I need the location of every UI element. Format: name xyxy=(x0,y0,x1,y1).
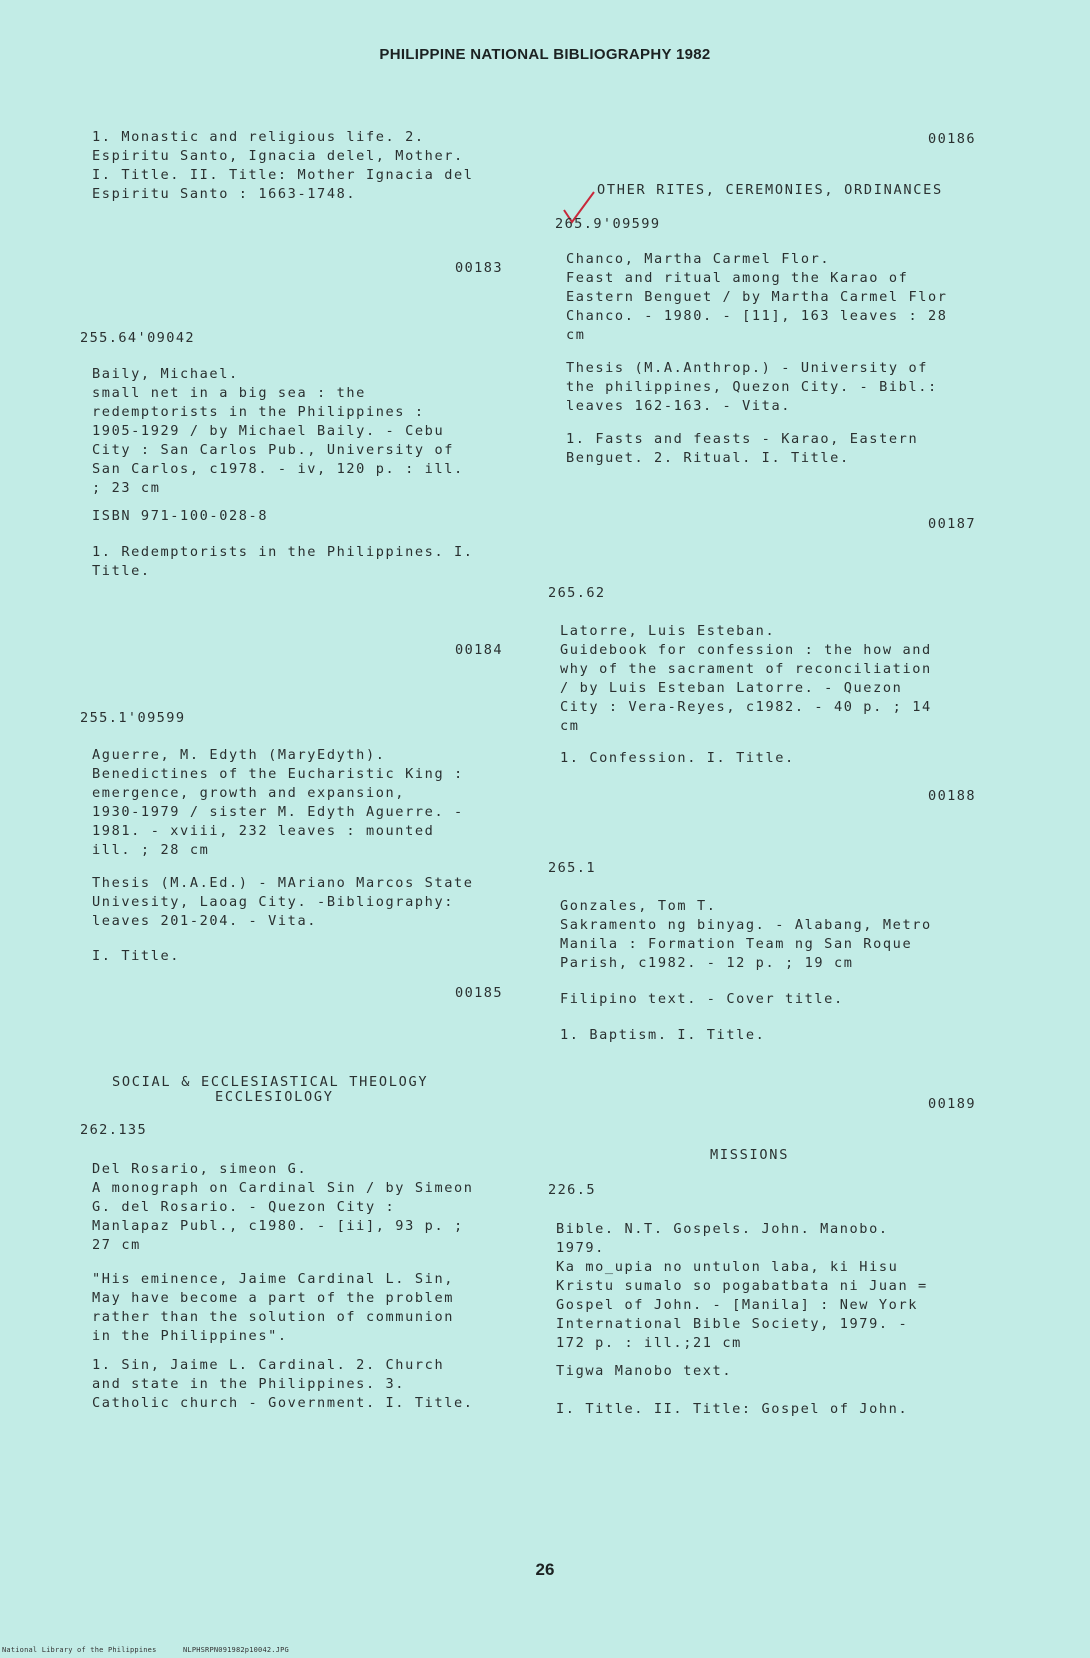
classification-00189: 226.5 xyxy=(548,1182,596,1198)
subjects-00185: 1. Sin, Jaime L. Cardinal. 2. Church and state in the Philippines. 3. Catholic church - Government. I. Title. xyxy=(92,1357,474,1411)
entry-body-00189: Bible. N.T. Gospels. John. Manobo. 1979. Ka mo_upia no untulon laba, ki Hisu Kristu sumalo so pogabatbata ni Juan = Gospel of John. - [Manila] : New York International Bible Society, 1979. - 172 p. : ill.;21 cm xyxy=(556,1221,928,1351)
section-heading-missions: MISSIONS xyxy=(710,1147,790,1163)
subjects-00189: I. Title. II. Title: Gospel of John. xyxy=(556,1401,909,1417)
classification-00183: 255.64'09042 xyxy=(80,330,196,346)
subjects-00186: 1. Fasts and feasts - Karao, Eastern Benguet. 2. Ritual. I. Title. xyxy=(566,431,919,466)
quote-note-00185: "His eminence, Jaime Cardinal L. Sin, May have become a part of the problem rather than the solution of communion in the Philippines". xyxy=(92,1271,455,1344)
entry-body-00188: Gonzales, Tom T. Sakramento ng binyag. - Alabang, Metro Manila : Formation Team ng San Roque Parish, c1982. - 12 p. ; 19 cm xyxy=(560,898,932,971)
note-00189: Tigwa Manobo text. xyxy=(556,1363,733,1379)
note-00188: Filipino text. - Cover title. xyxy=(560,991,844,1007)
subjects-00184: I. Title. xyxy=(92,948,181,964)
entry-number-00185: 00185 xyxy=(455,985,503,1001)
entry-number-00184: 00184 xyxy=(455,642,503,658)
page-header: PHILIPPINE NATIONAL BIBLIOGRAPHY 1982 xyxy=(379,46,711,63)
page-number: 26 xyxy=(535,1560,555,1579)
subject-block-continued: 1. Monastic and religious life. 2. Espiritu Santo, Ignacia delel, Mother. I. Title. II. Title: Mother Ignacia del Espiritu Santo : 1663-1748. xyxy=(92,129,474,202)
classification-00188: 265.1 xyxy=(548,860,596,876)
entry-body-00183: Baily, Michael. small net in a big sea : the redemptorists in the Philippines : 1905-1929 / by Michael Baily. - Cebu City : San Carlos Pub., University of San Carlos, c1978. - iv, 120 p. : ill. ; 23 cm xyxy=(92,366,464,496)
subsection-heading: ECCLESIOLOGY xyxy=(215,1089,334,1105)
classification-00184: 255.1'09599 xyxy=(80,710,186,726)
classification-00187: 265.62 xyxy=(548,585,606,601)
entry-body-00185: Del Rosario, simeon G. A monograph on Cardinal Sin / by Simeon G. del Rosario. - Quezon City : Manlapaz Publ., c1980. - [ii], 93 p. ; 27 cm xyxy=(92,1161,474,1253)
section-heading: SOCIAL & ECCLESIASTICAL THEOLOGY xyxy=(112,1074,429,1090)
classification-00185: 262.135 xyxy=(80,1122,148,1138)
section-heading-other-rites: OTHER RITES, CEREMONIES, ORDINANCES xyxy=(597,182,943,198)
classification-00186: 265.9'09599 xyxy=(555,216,661,232)
entry-body-00184: Aguerre, M. Edyth (MaryEdyth). Benedictines of the Eucharistic King : emergence, growth and expansion, 1930-1979 / sister M. Edyth Aguerre. - 1981. - xviii, 232 leaves : mounted ill. ; 28 cm xyxy=(92,747,464,858)
isbn-00183: ISBN 971-100-028-8 xyxy=(92,508,269,524)
subjects-00187: 1. Confession. I. Title. xyxy=(560,750,795,766)
subjects-00183: 1. Redemptorists in the Philippines. I. Title. xyxy=(92,544,474,579)
entry-number-00186: 00186 xyxy=(928,131,976,147)
entry-body-00187: Latorre, Luis Esteban. Guidebook for confession : the how and why of the sacrament of reconciliation / by Luis Esteban Latorre. - Quezon City : Vera-Reyes, c1982. - 40 p. ; 14 cm xyxy=(560,623,932,734)
thesis-note-00186: Thesis (M.A.Anthrop.) - University of the philippines, Quezon City. - Bibl.: leaves 162-163. - Vita. xyxy=(566,360,938,414)
entry-number-00183: 00183 xyxy=(455,260,503,276)
entry-number-00188: 00188 xyxy=(928,788,976,804)
entry-number-00187: 00187 xyxy=(928,516,976,532)
entry-body-00186: Chanco, Martha Carmel Flor. Feast and ritual among the Karao of Eastern Benguet / by Martha Carmel Flor Chanco. - 1980. - [11], 163 leaves : 28 cm xyxy=(566,251,948,343)
thesis-note-00184: Thesis (M.A.Ed.) - MAriano Marcos State Univesity, Laoag City. -Bibliography: leaves 201-204. - Vita. xyxy=(92,875,474,929)
subjects-00188: 1. Baptism. I. Title. xyxy=(560,1027,766,1043)
footer-credit: National Library of the Philippines NLPHSRPN091982p10042.JPG xyxy=(2,1646,289,1654)
entry-number-00189: 00189 xyxy=(928,1096,976,1112)
